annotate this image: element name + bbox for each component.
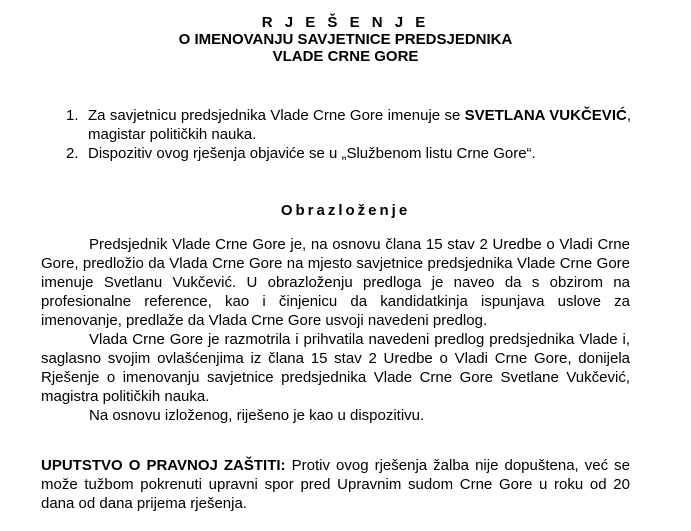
dispositive-item-1 [66, 106, 631, 144]
document-subtitle-line-1: O IMENOVANJU SAVJETNICE PREDSJEDNIKA [178, 31, 513, 48]
document-heading [0, 14, 691, 65]
item-number: 2. [66, 145, 79, 162]
item-text-before: Za savjetnicu predsjednika Vlade Crne Gore imenuje se [88, 107, 465, 124]
item-text-after: , magistar političkih nauka. [88, 107, 631, 143]
legal-remedy-notice [41, 456, 630, 513]
legal-remedy-text: Protiv ovog rješenja žalba nije dopuštena, već se može tužbom pokrenuti upravni spor pred Upravnim sudom Crne Gore u roku od 20 dana od dana prijema rješenja. [41, 457, 630, 512]
reasoning-heading [0, 201, 691, 220]
document-subtitle-line-2: VLADE CRNE GORE [272, 48, 419, 65]
item-number: 1. [66, 107, 79, 124]
dispositive-list [66, 106, 631, 163]
legal-remedy-label: UPUTSTVO O PRAVNOJ ZAŠTITI: [41, 457, 286, 474]
appointee-name: SVETLANA VUKČEVIĆ [464, 107, 627, 124]
reasoning-paragraph: Predsjednik Vlade Crne Gore je, na osnovu člana 15 stav 2 Uredbe o Vladi Crne Gore, predložio da Vlada Crne Gore na mjesto savjetnice predsjednika Vlade Crne Gore imenuje Svetlanu Vukčević. U obrazloženju predloga je naveo da s obzirom na profesionalne reference, kao i činjenicu da kandidatkinja ispunjava uslove za imenovanje, predlaže da Vlada Crne Gore usvoji navedeni predlog. [41, 236, 630, 329]
item-text: Dispozitiv ovog rješenja objaviće se u „Službenom listu Crne Gore“. [88, 145, 536, 162]
reasoning-heading-text: Obrazloženje [280, 202, 411, 219]
document-title: R J E Š E N J E [261, 14, 430, 31]
reasoning-paragraph: Na osnovu izloženog, riješeno je kao u dispozitivu. [89, 407, 425, 424]
reasoning-paragraph: Vlada Crne Gore je razmotrila i prihvatila navedeni predlog predsjednika Vlade i, saglasno svojim ovlašćenjima iz člana 15 stav 2 Uredbe o Vladi Crne Gore, donijela Rješenje o imenovanju savjetnice predsjednika Vlade Crne Gore Svetlane Vukčević, magistra političkih nauka. [41, 331, 630, 405]
dispositive-item-2 [66, 144, 631, 163]
reasoning-body [41, 235, 630, 425]
